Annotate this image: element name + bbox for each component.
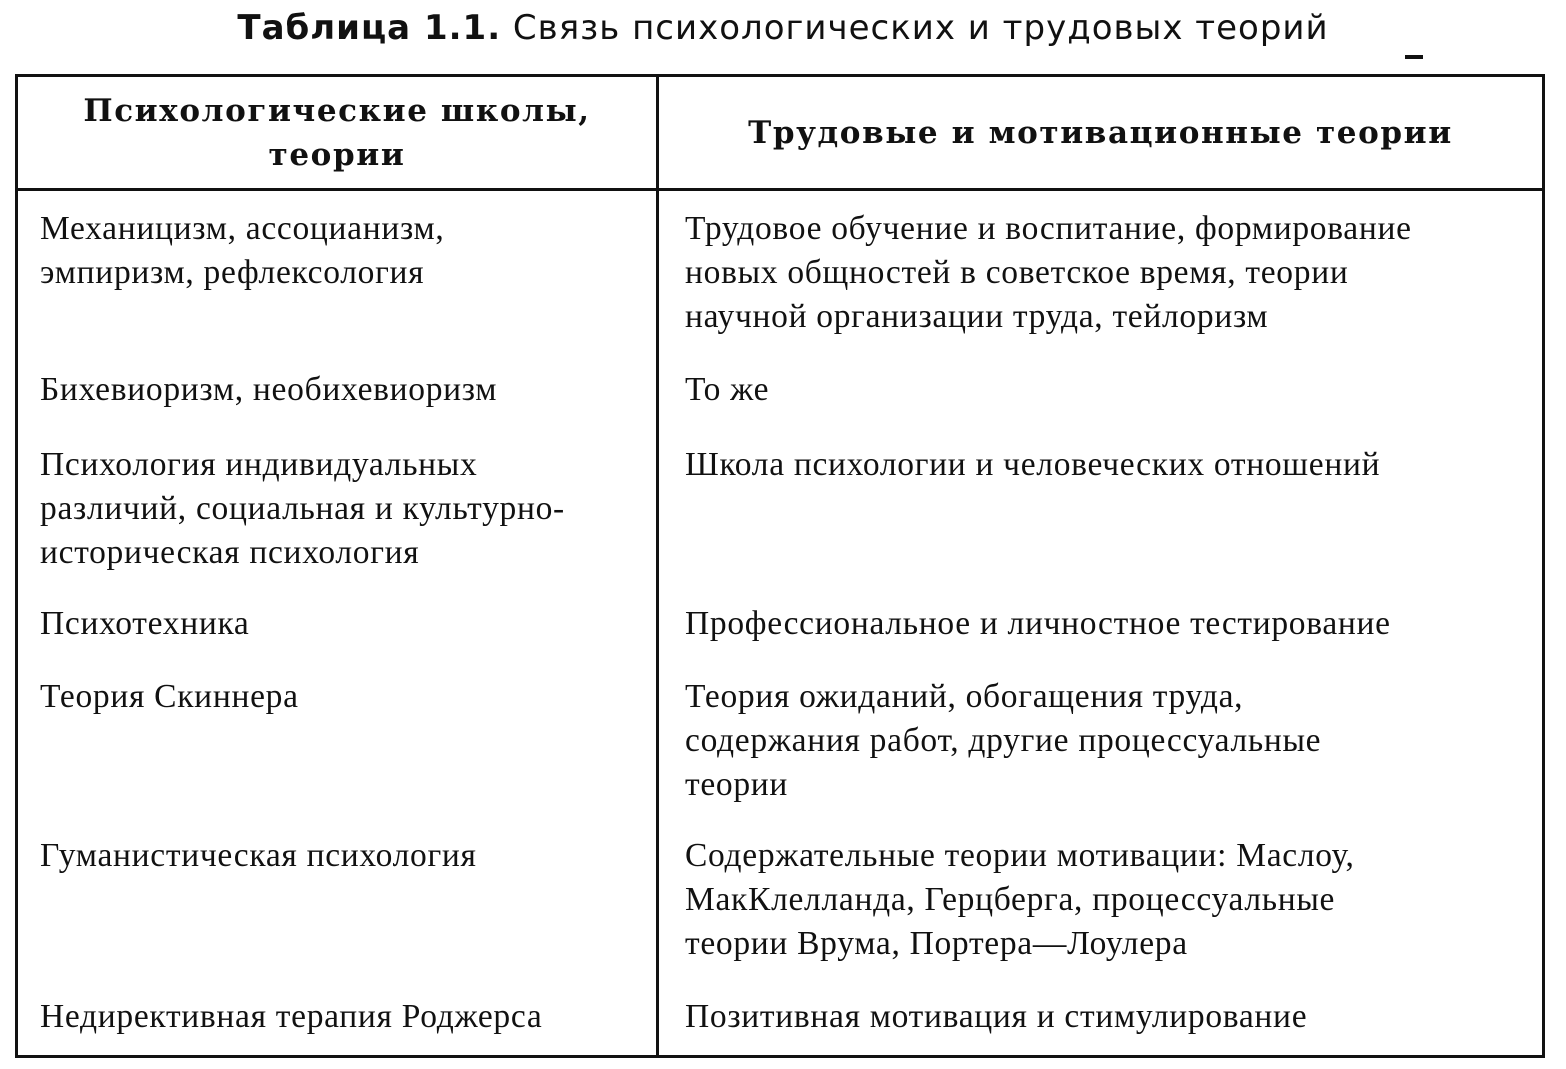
- table: [15, 74, 1545, 1058]
- table-cell-left: Бихевиоризм, необихевиоризм: [40, 371, 498, 408]
- header-cell-labor-theories: [659, 77, 1542, 188]
- caption-title: Связь психологических и трудовых теорий: [512, 8, 1329, 48]
- caption-number: Таблица 1.1.: [237, 8, 502, 48]
- table-cell-right: Трудовое обучение и воспитание, формирование новых общностей в советское время, теории научной организации труда, тейлоризм: [685, 210, 1412, 335]
- column-divider: [656, 77, 659, 1055]
- table-cell-left: Психология индивидуальных различий, социальная и культурно- историческая психология: [40, 446, 565, 571]
- table-cell-left: Гуманистическая психология: [40, 837, 477, 874]
- scan-mark: [1405, 55, 1423, 59]
- table-cell-left: Теория Скиннера: [40, 678, 299, 715]
- table-cell-left: Психотехника: [40, 605, 250, 642]
- table-cell-right: Теория ожиданий, обогащения труда, содержания работ, другие процессуальные теории: [685, 678, 1322, 803]
- header-cell-psychological-schools: [18, 77, 656, 188]
- header-label-right: Трудовые и мотивационные теории: [748, 114, 1453, 151]
- header-divider: [18, 188, 1542, 191]
- table-cell-right: То же: [685, 371, 770, 408]
- table-caption: [0, 8, 1566, 48]
- table-cell-right: Позитивная мотивация и стимулирование: [685, 998, 1308, 1035]
- header-label-left: Психологические школы, теории: [83, 92, 591, 173]
- table-cell-right: Школа психологии и человеческих отношений: [685, 446, 1381, 483]
- table-cell-left: Недирективная терапия Роджерса: [40, 998, 543, 1035]
- table-cell-right: Содержательные теории мотивации: Маслоу, МакКлелланда, Герцберга, процессуальные теории Врума, Портера—Лоулера: [685, 837, 1355, 962]
- table-cell-right: Профессиональное и личностное тестирование: [685, 605, 1391, 642]
- table-cell-left: Механицизм, ассоцианизм, эмпиризм, рефлексология: [40, 210, 445, 291]
